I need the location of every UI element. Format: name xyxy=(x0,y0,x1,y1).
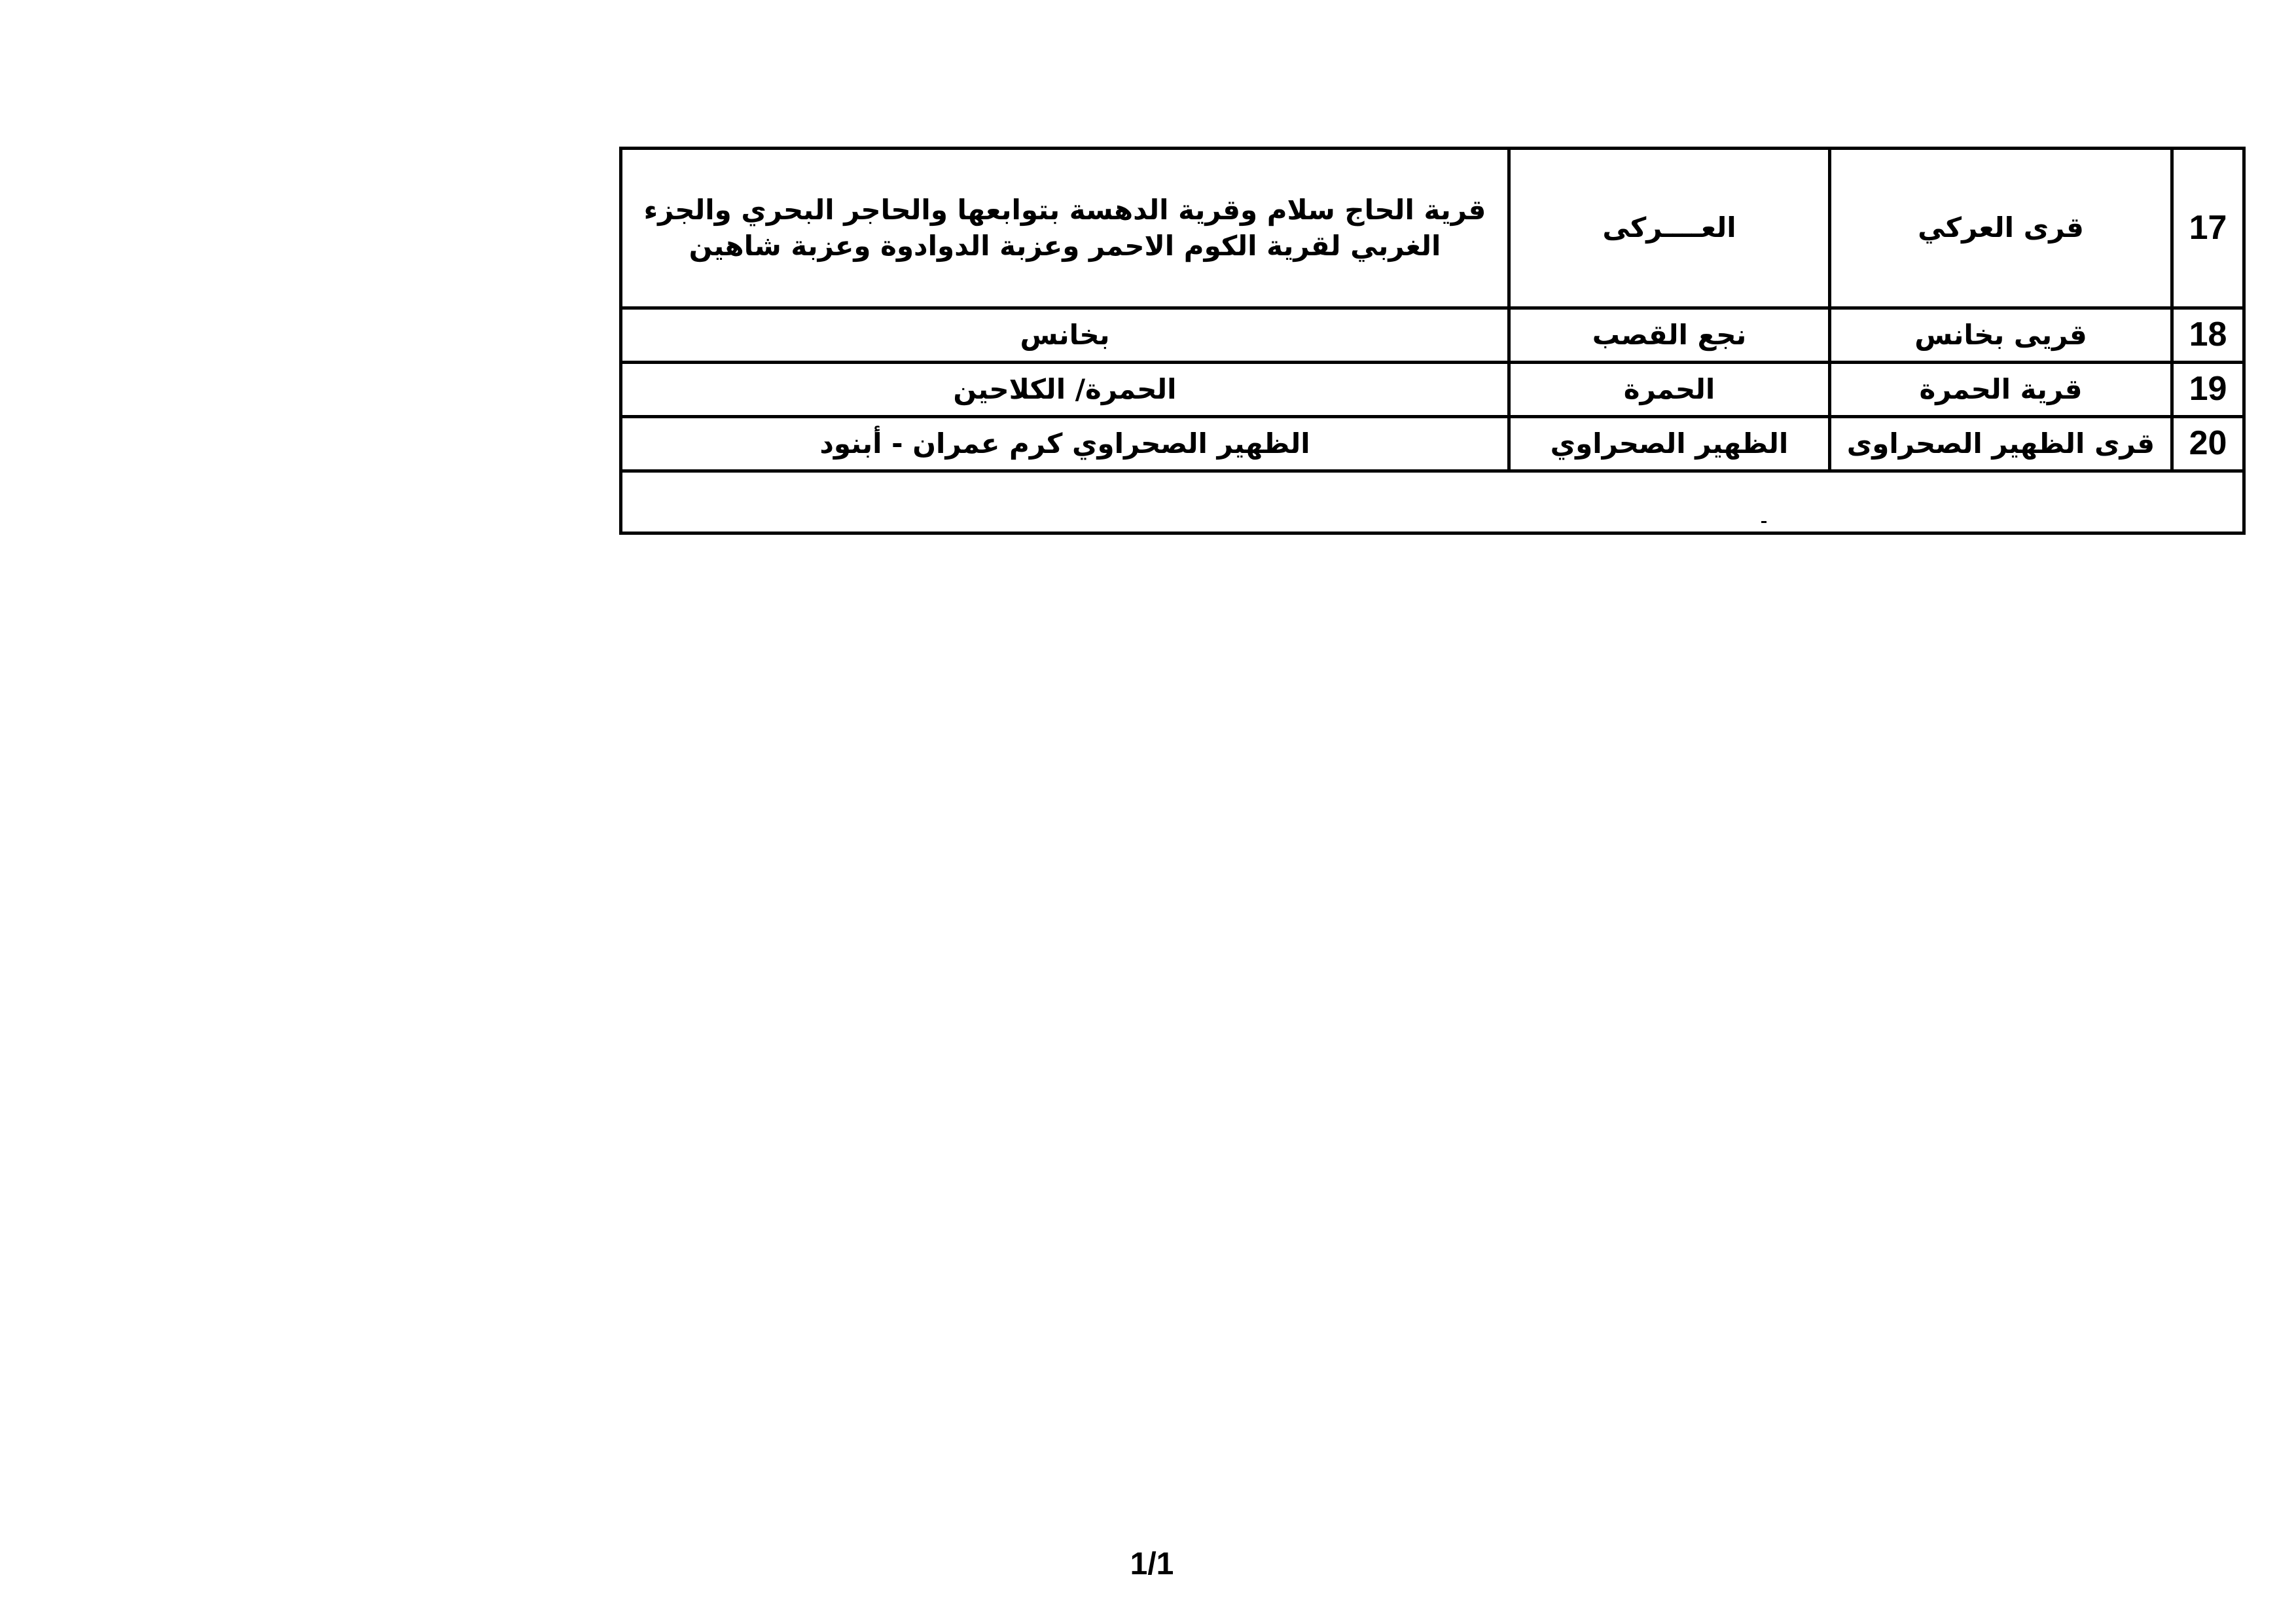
description-cell: بخانس xyxy=(621,308,1509,363)
empty-table-row xyxy=(621,471,2244,533)
row-number-cell: 18 xyxy=(2172,308,2244,363)
name-cell: قرية الحمرة xyxy=(1830,363,2172,417)
unit-cell: نجع القصب xyxy=(1509,308,1830,363)
page-number: 1/1 xyxy=(1130,1547,1174,1581)
table-row xyxy=(621,417,2244,471)
unit-cell: الحمرة xyxy=(1509,363,1830,417)
table-row xyxy=(621,363,2244,417)
table-row xyxy=(621,149,2244,308)
description-cell: الحمرة/ الكلاحين xyxy=(621,363,1509,417)
unit-cell: الظهير الصحراوي xyxy=(1509,417,1830,471)
villages-table xyxy=(619,147,2246,535)
name-cell: قرى الظهير الصحراوى xyxy=(1830,417,2172,471)
description-cell: قرية الحاج سلام وقرية الدهسة بتوابعها والحاجر البحري والجزء الغربي لقرية الكوم الاحمر وعزبة الدوادوة وعزبة شاهين xyxy=(621,149,1509,308)
row-number-cell: 20 xyxy=(2172,417,2244,471)
name-cell: قريى بخانس xyxy=(1830,308,2172,363)
name-cell: قرى العركي xyxy=(1830,149,2172,308)
description-cell: الظهير الصحراوي كرم عمران - أبنود xyxy=(621,417,1509,471)
table-row xyxy=(621,308,2244,363)
row-number-cell: 19 xyxy=(2172,363,2244,417)
stray-mark xyxy=(1761,521,1767,523)
row-number-cell: 17 xyxy=(2172,149,2244,308)
unit-cell: العــــركى xyxy=(1509,149,1830,308)
empty-cell xyxy=(621,471,2244,533)
